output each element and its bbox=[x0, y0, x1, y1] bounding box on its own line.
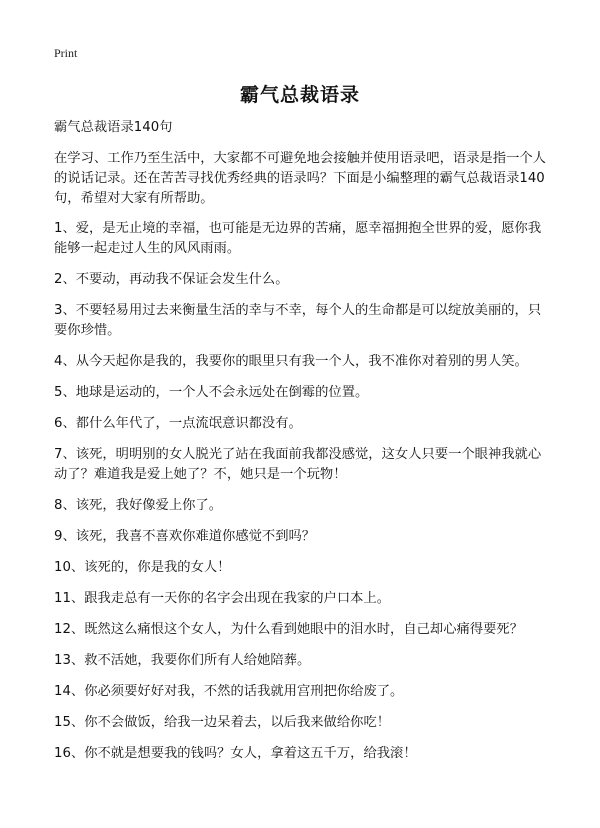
quote-item: 16、你不就是想要我的钱吗？女人，拿着这五千万，给我滚！ bbox=[54, 746, 417, 761]
article-body bbox=[54, 118, 554, 775]
quote-item: 6、都什么年代了，一点流氓意识都没有。 bbox=[54, 416, 302, 431]
article-subtitle: 霸气总裁语录140句 bbox=[54, 120, 173, 135]
quote-item: 13、救不活她，我要你们所有人给她陪葬。 bbox=[54, 653, 311, 668]
quote-item: 8、该死，我好像爱上你了。 bbox=[54, 498, 223, 513]
quote-item: 2、不要动，再动我不保证会发生什么。 bbox=[54, 272, 289, 287]
page-title: 霸气总裁语录 bbox=[239, 84, 360, 106]
print-link[interactable]: Print bbox=[54, 46, 78, 60]
quote-item: 9、该死，我喜不喜欢你难道你感觉不到吗？ bbox=[54, 529, 316, 544]
quote-item: 4、从今天起你是我的，我要你的眼里只有我一个人，我不准你对着别的男人笑。 bbox=[54, 354, 528, 369]
article-intro: 在学习、工作乃至生活中，大家都不可避免地会接触并使用语录吧，语录是指一个人的说话记录。还在苦苦寻找优秀经典的语录吗？下面是小编整理的霸气总裁语录140句，希望对大家有所帮助。 bbox=[54, 151, 546, 206]
quote-item: 3、不要轻易用过去来衡量生活的幸与不幸，每个人的生命都是可以绽放美丽的，只要你珍惜。 bbox=[54, 303, 542, 338]
quote-item: 12、既然这么痛恨这个女人，为什么看到她眼中的泪水时，自己却心痛得要死？ bbox=[54, 622, 524, 637]
quote-item: 14、你必须要好好对我，不然的话我就用宫刑把你给废了。 bbox=[54, 684, 404, 699]
quote-item: 10、该死的，你是我的女人！ bbox=[54, 560, 231, 575]
quote-item: 5、地球是运动的，一个人不会永远处在倒霉的位置。 bbox=[54, 385, 369, 400]
quote-item: 1、爱，是无止境的幸福，也可能是无边界的苦痛，愿幸福拥抱全世界的爱，愿你我能够一起走过人生的风风雨雨。 bbox=[54, 221, 542, 256]
quote-item: 11、跟我走总有一天你的名字会出现在我家的户口本上。 bbox=[54, 591, 391, 606]
quote-item: 15、你不会做饭，给我一边呆着去，以后我来做给你吃！ bbox=[54, 715, 391, 730]
quote-item: 7、该死，明明别的女人脱光了站在我面前我都没感觉，这女人只要一个眼神我就心动了？难道我是爱上她了？不，她只是一个玩物！ bbox=[54, 447, 542, 482]
